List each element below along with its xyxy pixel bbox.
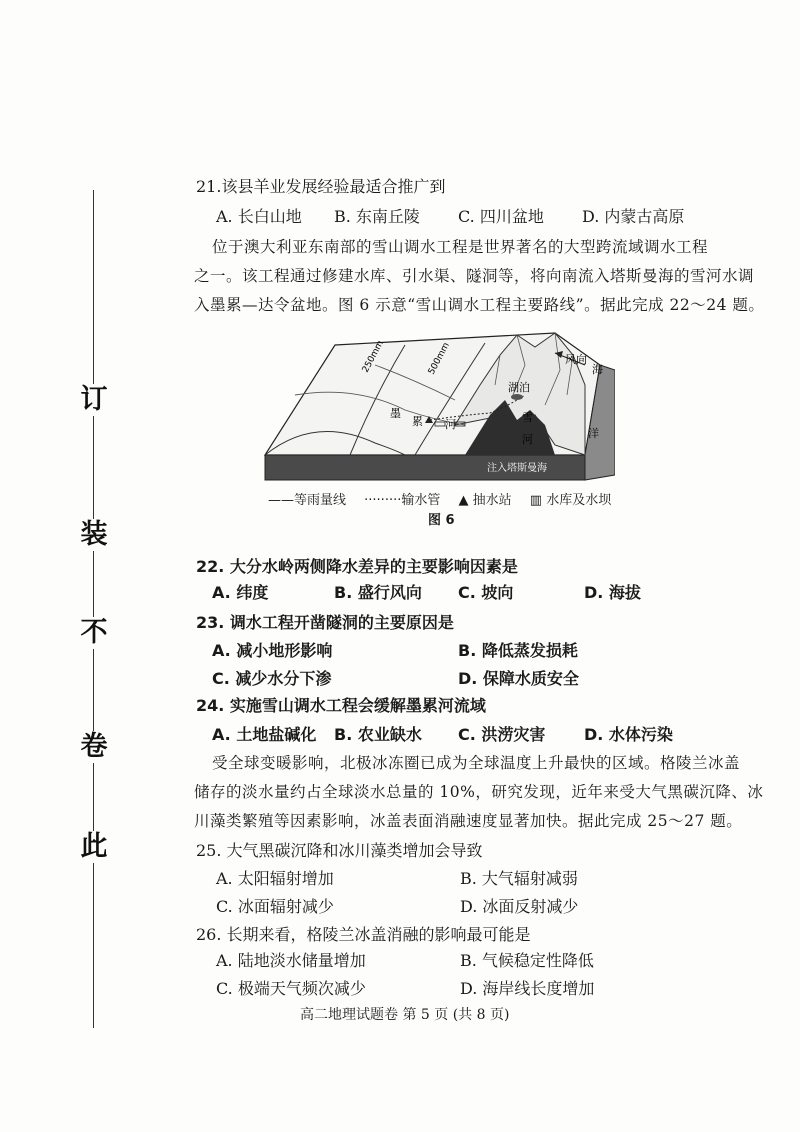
q22-option-d: D. 海拔	[584, 583, 641, 602]
q22-option-c: C. 坡向	[458, 583, 514, 602]
q22-stem: 22. 大分水岭两侧降水差异的主要影响因素是	[196, 557, 518, 576]
legend-reservoir-dam: ▥ 水库及水坝	[529, 493, 612, 508]
passage2-line1: 受全球变暖影响，北极冰冻圈已成为全球温度上升最快的区域。格陵兰冰盖	[212, 754, 741, 772]
q26-stem: 26. 长期来看，格陵兰冰盖消融的影响最可能是	[196, 925, 531, 944]
passage1-line3: 入墨累—达令盆地。图 6 示意“雪山调水工程主要路线”。据此完成 22～24 题。	[194, 296, 765, 314]
q24-option-d: D. 水体污染	[584, 725, 673, 744]
q25-stem: 25. 大气黑碳沉降和冰川藻类增加会导致	[196, 841, 483, 860]
q24-option-c: C. 洪涝灾害	[458, 725, 546, 744]
label-murray-river: 河	[445, 418, 456, 431]
figure-caption: 图 6	[428, 513, 455, 528]
q26-option-d: D. 海岸线长度增加	[460, 979, 595, 998]
q24-stem: 24. 实施雪山调水工程会缓解墨累河流域	[196, 696, 486, 715]
binding-char-zhuang: 装	[78, 519, 110, 551]
q24-option-b: B. 农业缺水	[334, 725, 422, 744]
passage2-line2: 储存的淡水量约占全球淡水总量的 10%，研究发现，近年来受大气黑碳沉降、冰	[194, 783, 764, 801]
binding-char-ci: 此	[78, 831, 110, 863]
q23-option-a: A. 减小地形影响	[212, 641, 333, 660]
legend-pipeline: ·········输水管	[364, 493, 441, 508]
page-footer: 高二地理试题卷 第 5 页 (共 8 页)	[300, 1007, 510, 1023]
q21-option-b: B. 东南丘陵	[334, 207, 420, 226]
q22-option-b: B. 盛行风向	[334, 583, 422, 602]
legend-pump-station: ▲ 抽水站	[458, 493, 512, 508]
q23-option-d: D. 保障水质安全	[458, 669, 579, 688]
q21-option-d: D. 内蒙古高原	[582, 207, 685, 226]
label-sea: 海	[592, 363, 603, 376]
binding-char-bu: 不	[78, 617, 110, 649]
legend-isohyet: ——等雨量线	[268, 493, 347, 508]
passage1-line2: 之一。该工程通过修建水库、引水渠、隧洞等，将向南流入塔斯曼海的雪河水调	[194, 267, 755, 285]
q21-option-c: C. 四川盆地	[458, 207, 544, 226]
q21-stem: 21.该县羊业发展经验最适合推广到	[196, 177, 446, 196]
figure-6-diagram	[255, 325, 615, 495]
q26-option-a: A. 陆地淡水储量增加	[216, 951, 366, 970]
q25-option-a: A. 太阳辐射增加	[216, 869, 334, 888]
label-ocean: 洋	[588, 427, 599, 440]
q26-option-b: B. 气候稳定性降低	[460, 951, 594, 970]
q23-option-b: B. 降低蒸发损耗	[458, 641, 578, 660]
binding-char-juan: 卷	[78, 731, 110, 763]
label-isohyet-250: 250mm	[360, 339, 386, 375]
q25-option-b: B. 大气辐射减弱	[460, 869, 578, 888]
label-wind: 风向	[565, 353, 587, 366]
binding-line	[93, 190, 94, 1028]
q25-option-d: D. 冰面反射减少	[460, 897, 579, 916]
figure-legend	[268, 489, 625, 508]
binding-char-ding: 订	[78, 384, 110, 416]
passage1-line1: 位于澳大利亚东南部的雪山调水工程是世界著名的大型跨流域调水工程	[212, 238, 709, 256]
label-isohyet-500: 500mm	[426, 341, 452, 377]
label-lake: 湖泊	[508, 381, 530, 394]
passage2-line3: 川藻类繁殖等因素影响，冰盖表面消融速度显著加快。据此完成 25～27 题。	[194, 812, 743, 830]
q25-option-c: C. 冰面辐射减少	[216, 897, 334, 916]
label-murray-1: 墨	[390, 407, 401, 420]
label-snow-river-2: 河	[522, 433, 533, 446]
q21-option-a: A. 长白山地	[216, 207, 302, 226]
q26-option-c: C. 极端天气频次减少	[216, 979, 366, 998]
q23-stem: 23. 调水工程开凿隧洞的主要原因是	[196, 613, 454, 632]
label-murray-2: 累	[412, 415, 423, 428]
q24-option-a: A. 土地盐碱化	[212, 725, 317, 744]
q22-option-a: A. 纬度	[212, 583, 269, 602]
label-snow-river-1: 雪	[522, 411, 533, 424]
q23-option-c: C. 减少水分下渗	[212, 669, 332, 688]
label-tasman: 注入塔斯曼海	[487, 463, 547, 474]
